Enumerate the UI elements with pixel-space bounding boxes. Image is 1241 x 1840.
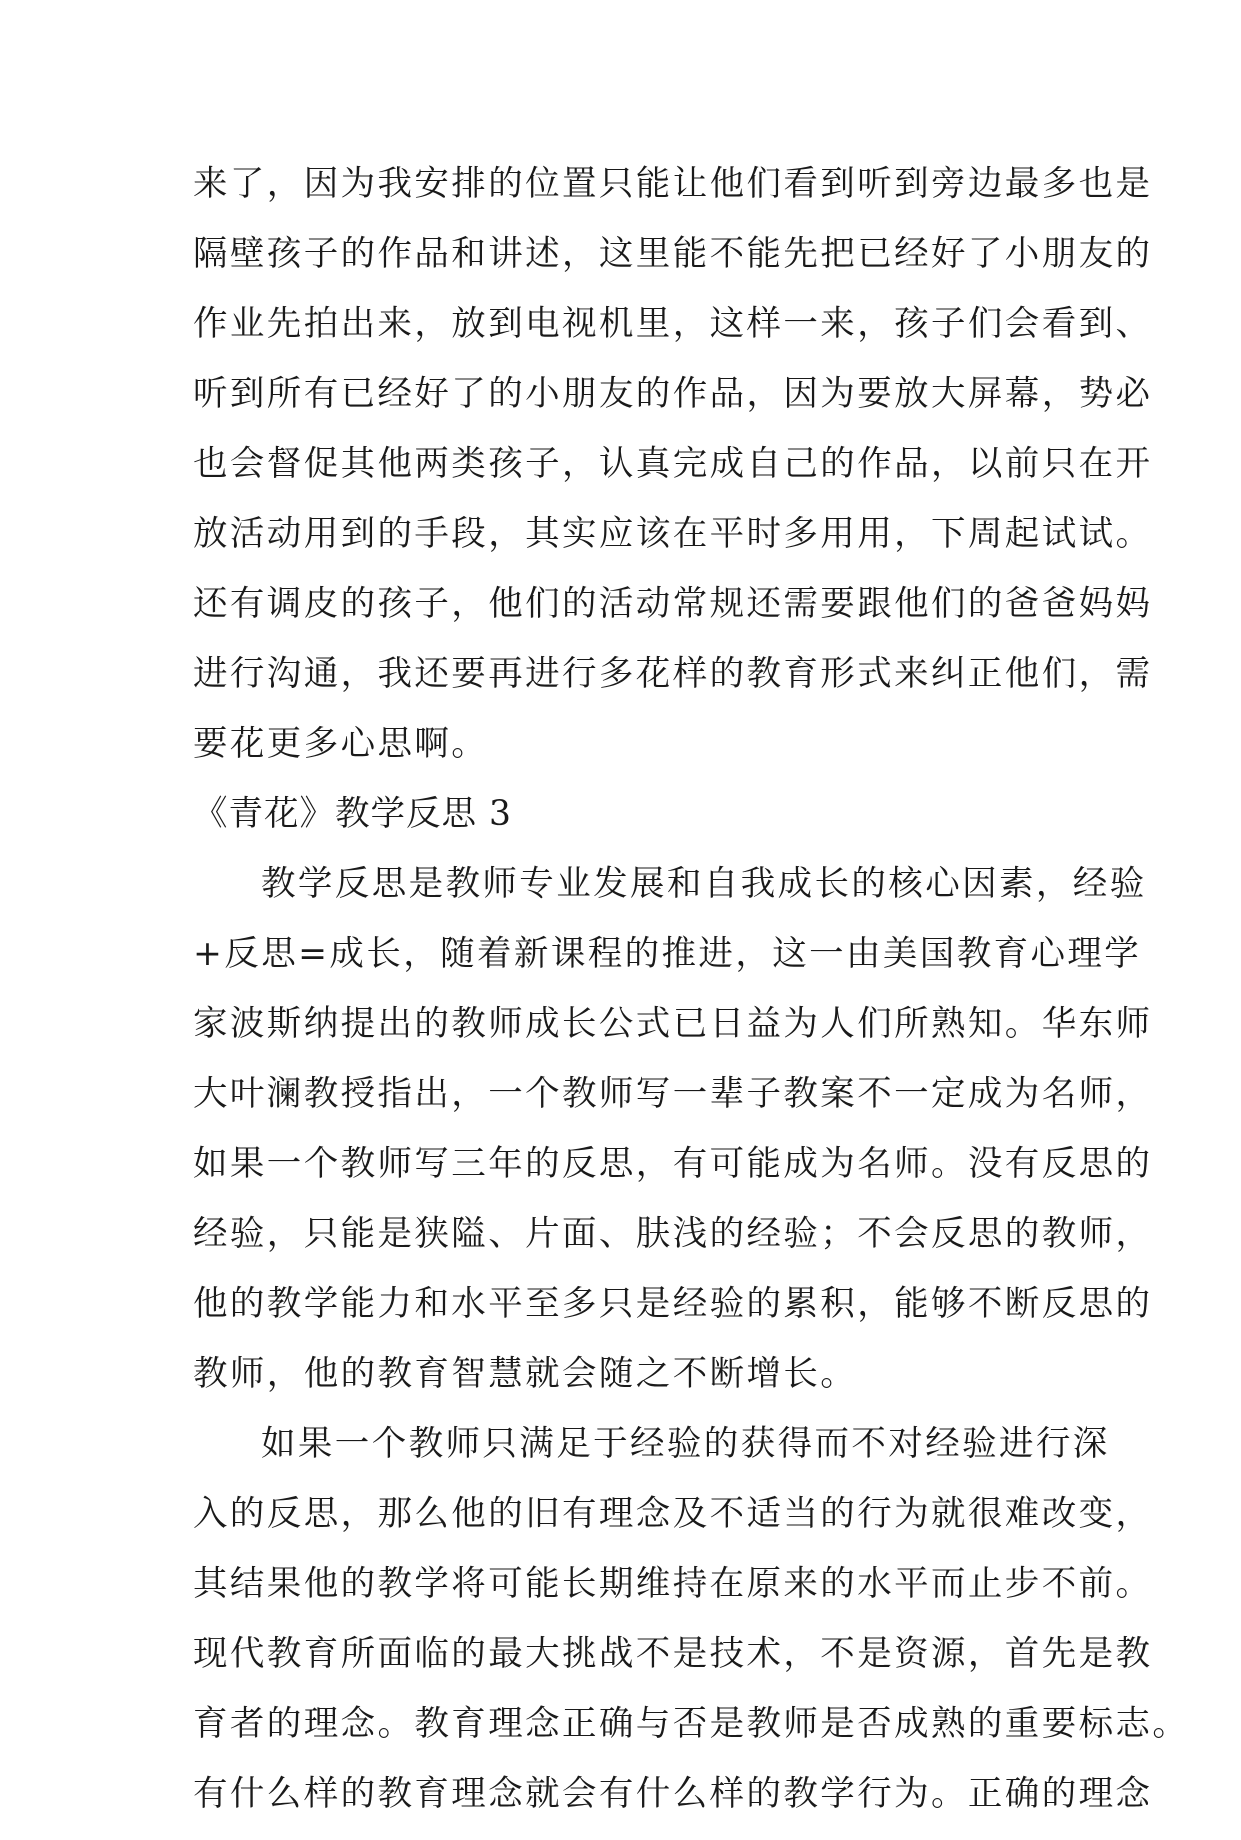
text-line: 现代教育所面临的最大挑战不是技术，不是资源，首先是教 — [193, 1634, 1153, 1674]
text-line: 如果一个教师只满足于经验的获得而不对经验进行深 — [261, 1424, 1110, 1464]
text-line: 放活动用到的手段，其实应该在平时多用用，下周起试试。 — [193, 514, 1153, 554]
text-line: +反思=成长，随着新课程的推进，这一由美国教育心理学 — [193, 934, 1142, 974]
text-line: 作业先拍出来，放到电视机里，这样一来，孩子们会看到、 — [193, 304, 1153, 344]
text-line: 教师，他的教育智慧就会随之不断增长。 — [193, 1354, 858, 1394]
text-line: 有什么样的教育理念就会有什么样的教学行为。正确的理念 — [193, 1774, 1153, 1814]
section-heading: 《青花》教学反思 3 — [193, 794, 512, 834]
text-line: 要花更多心思啊。 — [193, 724, 489, 764]
text-line: 入的反思，那么他的旧有理念及不适当的行为就很难改变， — [193, 1494, 1153, 1534]
text-line: 大叶澜教授指出，一个教师写一辈子教案不一定成为名师， — [193, 1074, 1153, 1114]
text-line: 隔壁孩子的作品和讲述，这里能不能先把已经好了小朋友的 — [193, 234, 1153, 274]
paragraph-reflection-intro — [193, 860, 1153, 1420]
text-line: 来了，因为我安排的位置只能让他们看到听到旁边最多也是 — [193, 164, 1153, 204]
text-line: 如果一个教师写三年的反思，有可能成为名师。没有反思的 — [193, 1144, 1153, 1184]
text-line: 经验，只能是狭隘、片面、肤浅的经验；不会反思的教师， — [193, 1214, 1153, 1254]
text-line: 家波斯纳提出的教师成长公式已日益为人们所熟知。华东师 — [193, 1004, 1153, 1044]
text-line: 进行沟通，我还要再进行多花样的教育形式来纠正他们，需 — [193, 654, 1153, 694]
text-line: 还有调皮的孩子，他们的活动常规还需要跟他们的爸爸妈妈 — [193, 584, 1153, 624]
text-line: 也会督促其他两类孩子，认真完成自己的作品，以前只在开 — [193, 444, 1153, 484]
text-line: 听到所有已经好了的小朋友的作品，因为要放大屏幕，势必 — [193, 374, 1153, 414]
text-line: 育者的理念。教育理念正确与否是教师是否成熟的重要标志。 — [193, 1704, 1190, 1744]
text-line: 他的教学能力和水平至多只是经验的累积，能够不断反思的 — [193, 1284, 1153, 1324]
text-line: 其结果他的教学将可能长期维持在原来的水平而止步不前。 — [193, 1564, 1153, 1604]
text-line: 教学反思是教师专业发展和自我成长的核心因素，经验 — [261, 864, 1147, 904]
paragraph-continued — [193, 160, 1153, 790]
paragraph-reflection-depth — [193, 1420, 1190, 1840]
document-body — [193, 160, 1190, 1840]
